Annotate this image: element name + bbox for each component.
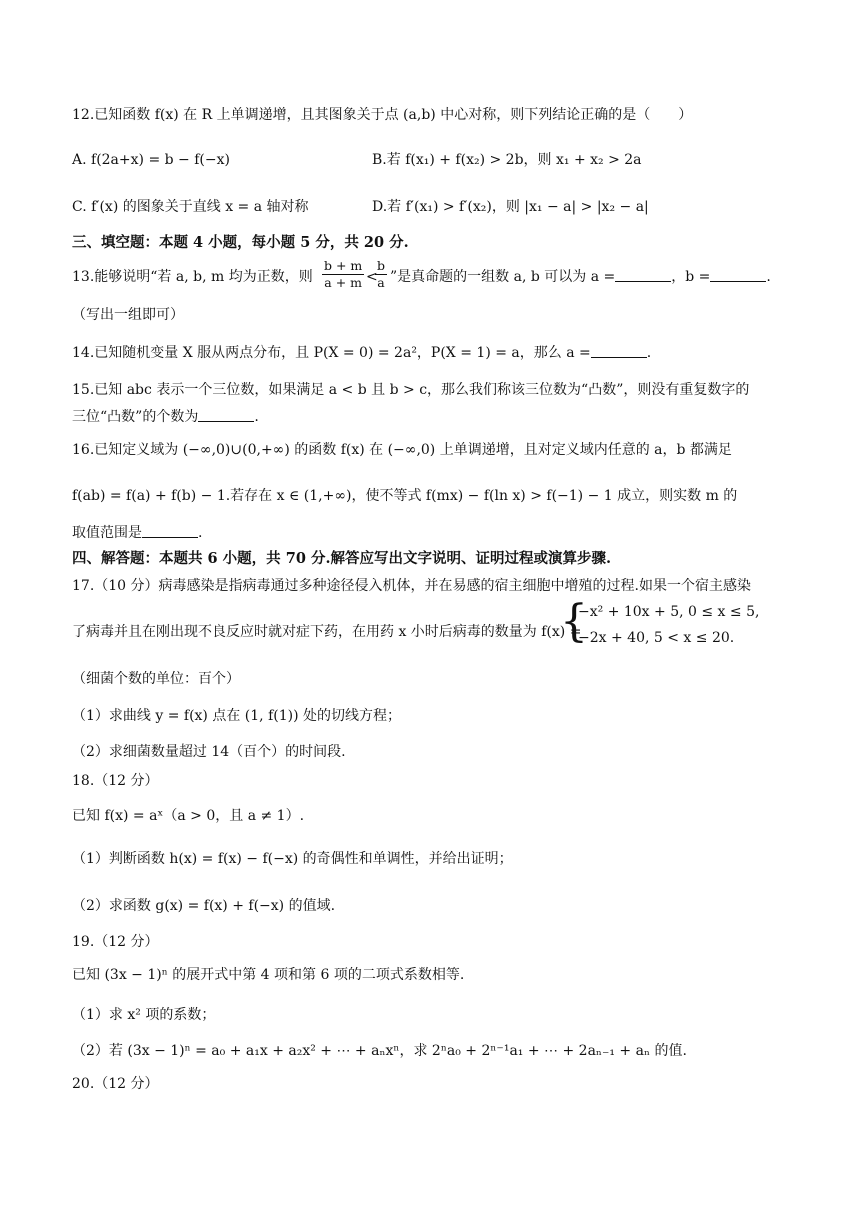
q17-piece-2: −2x + 40, 5 < x ≤ 20. (578, 630, 735, 646)
q13-less-than: < (366, 269, 378, 285)
q13-frac2-denominator: a (377, 275, 385, 290)
q13-part-b: ”是真命题的一组数 a, b 可以为 a = (390, 269, 616, 285)
q14-text: 14.已知随机变量 X 服从两点分布，且 P(X = 0) = 2a²，P(X = 1) = a，那么 a = (72, 345, 591, 361)
q13-blank-a (615, 269, 671, 282)
q16-line-2: f(ab) = f(a) + f(b) − 1.若存在 x ∈ (1,+∞)，使不等式 f(mx) − f(ln x) > f(−1) − 1 成立，则实数 m 的 (72, 488, 738, 504)
q12-option-d: D.若 f′(x₁) > f′(x₂)，则 |x₁ − a| > |x₂ − a| (372, 199, 649, 215)
q18-part-2: （2）求函数 g(x) = f(x) + f(−x) 的值域. (72, 898, 336, 914)
q13-part-d: . (766, 269, 771, 285)
q16-line-3 (72, 523, 202, 543)
q13-text (72, 267, 313, 287)
q15-line-2-text: 三位“凸数”的个数为 (72, 409, 199, 425)
q13-blank-b (710, 269, 766, 282)
q17-line-2: 了病毒并且在刚出现不良反应时就对症下药，在用药 x 小时后病毒的数量为 f(x) = (72, 624, 582, 640)
q17-unit-note: （细菌个数的单位：百个） (72, 671, 240, 687)
q12-option-b: B.若 f(x₁) + f(x₂) > 2b，则 x₁ + x₂ > 2a (372, 152, 642, 168)
q20-heading: 20.（12 分） (72, 1076, 159, 1092)
q16-line-3-text: 取值范围是 (72, 525, 142, 541)
q18-part-1: （1）判断函数 h(x) = f(x) − f(−x) 的奇偶性和单调性，并给出证明； (72, 851, 513, 867)
q15-line-1: 15.已知 abc 表示一个三位数，如果满足 a < b 且 b > c，那么我们称该三位数为“凸数”，则没有重复数字的 (72, 382, 750, 398)
q18-given: 已知 f(x) = aˣ（a > 0，且 a ≠ 1）. (72, 808, 305, 824)
question-14 (72, 343, 651, 363)
q15-line-2 (72, 407, 259, 427)
q13-fraction-2 (375, 258, 387, 291)
q16-line-1: 16.已知定义域为 (−∞,0)∪(0,+∞) 的函数 f(x) 在 (−∞,0) 上单调递增，且对定义域内任意的 a，b 都满足 (72, 442, 732, 458)
q13-frac1-denominator: a + m (324, 275, 362, 290)
q17-line-1: 17.（10 分）病毒感染是指病毒通过多种途径侵入机体，并在易感的宿主细胞中增殖的过程.如果一个宿主感染 (72, 578, 751, 594)
q16-blank (142, 525, 198, 538)
q19-given: 已知 (3x − 1)ⁿ 的展开式中第 4 项和第 6 项的二项式系数相等. (72, 967, 465, 983)
q16-end: . (198, 525, 203, 541)
q15-end: . (254, 409, 259, 425)
section-3-heading: 三、填空题：本题 4 小题，每小题 5 分，共 20 分. (72, 234, 409, 251)
q13-note: （写出一组即可） (72, 307, 184, 323)
q12-option-a: A. f(2a+x) = b − f(−x) (72, 152, 230, 168)
q12-option-c: C. f′(x) 的图象关于直线 x = a 轴对称 (72, 199, 309, 215)
q17-part-2: （2）求细菌数量超过 14（百个）的时间段. (72, 744, 346, 760)
q18-heading: 18.（12 分） (72, 773, 159, 789)
q19-part-1: （1）求 x² 项的系数； (72, 1007, 216, 1023)
q17-piece-1: −x² + 10x + 5, 0 ≤ x ≤ 5, (578, 604, 760, 620)
q13-part-c: ，b = (671, 269, 711, 285)
q19-heading: 19.（12 分） (72, 934, 159, 950)
q13-frac1-numerator: b + m (324, 258, 363, 273)
q19-part-2: （2）若 (3x − 1)ⁿ = a₀ + a₁x + a₂x² + ⋯ + aₙxⁿ，求 2ⁿa₀ + 2ⁿ⁻¹a₁ + ⋯ + 2aₙ₋₁ + aₙ 的值. (72, 1043, 687, 1059)
q13-part-b-line (390, 267, 771, 287)
q13-part-a: 13.能够说明“若 a, b, m 均为正数，则 (72, 269, 313, 285)
q14-end: . (646, 345, 652, 361)
section-4-heading: 四、解答题：本题共 6 小题，共 70 分.解答应写出文字说明、证明过程或演算步骤. (72, 550, 612, 567)
q13-frac2-numerator: b (377, 258, 386, 273)
q17-brace: { (560, 596, 588, 647)
q13-fraction-1 (322, 258, 364, 291)
q14-blank (591, 345, 647, 358)
q17-part-1: （1）求曲线 y = f(x) 点在 (1, f(1)) 处的切线方程； (72, 708, 401, 724)
q12-stem: 12.已知函数 f(x) 在 R 上单调递增，且其图象关于点 (a,b) 中心对称，则下列结论正确的是（ ） (72, 107, 693, 123)
q15-blank (198, 409, 254, 422)
